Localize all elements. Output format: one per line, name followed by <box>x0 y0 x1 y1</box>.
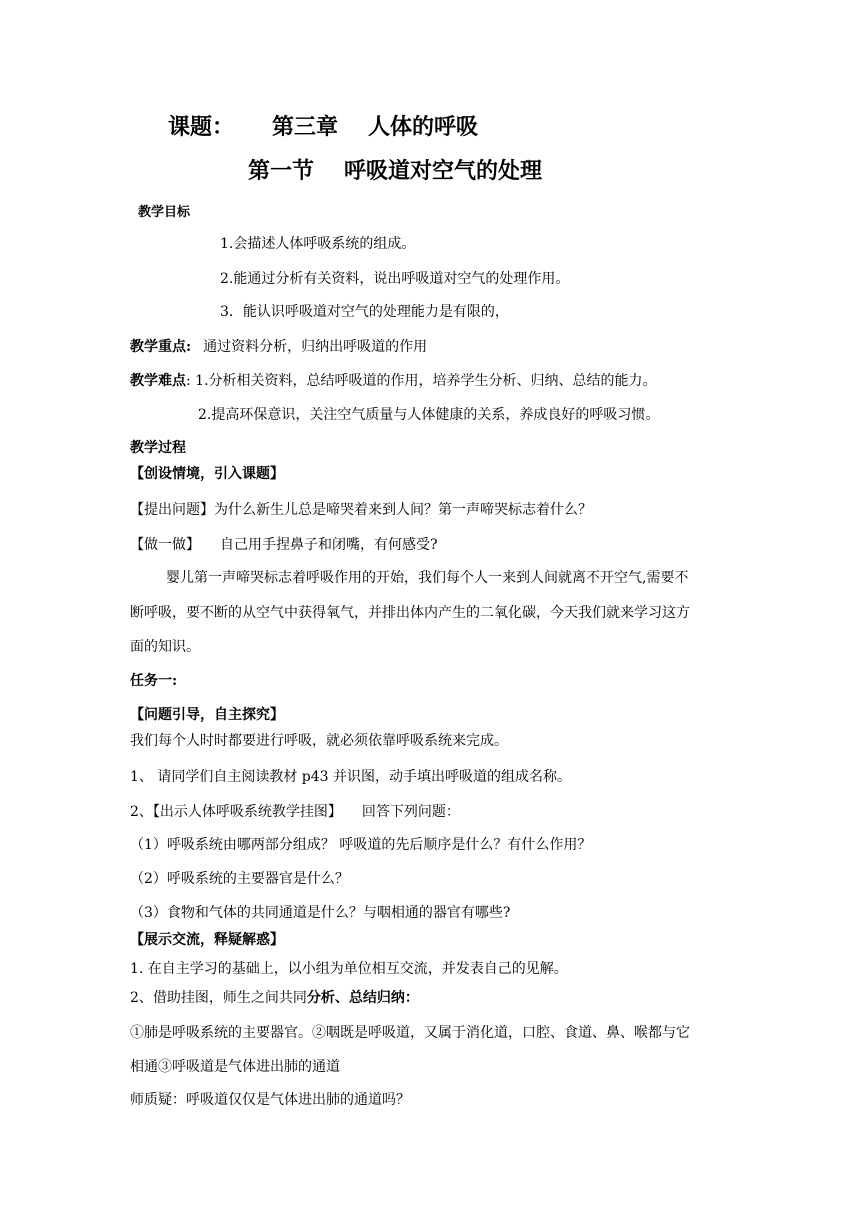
chapter-title: 人体的呼吸 <box>368 115 479 140</box>
key-points-line <box>130 337 427 357</box>
difficulties-text-1: : 1.分析相关资料，总结呼吸道的作用，培养学生分析、归纳、总结的能力。 <box>186 373 657 389</box>
show-heading: 【展示交流，释疑解惑】 <box>130 932 284 948</box>
key-points-text: 通过资料分析，归纳出呼吸道的作用 <box>203 339 428 355</box>
step-1: 1、 请同学们自主阅读教材 p43 并识图，动手填出呼吸道的组成名称。 <box>130 769 572 785</box>
question-item: （2）呼吸系统的主要器官是什么？ <box>130 871 349 887</box>
step-2-prefix: 2、【出示人体呼吸系统教学挂图】 <box>130 804 342 820</box>
guide-text: 我们每个人时时都要进行呼吸，就必须依靠呼吸系统来完成。 <box>130 733 508 749</box>
intro-paragraph-line: 面的知识。 <box>130 639 200 655</box>
conclusion-line: ①肺是呼吸系统的主要器官。②咽既是呼吸道，又属于消化道，口腔、食道、鼻、喉都与它 <box>130 1025 690 1041</box>
conclusion-line: 相通③呼吸道是气体进出肺的通道 <box>130 1059 340 1075</box>
teacher-question: 师质疑：呼吸道仅仅是气体进出肺的通道吗？ <box>130 1092 410 1108</box>
difficulties-line <box>130 371 657 391</box>
section-title-line <box>248 157 542 187</box>
intro-heading: 【创设情境，引入课题】 <box>130 466 284 482</box>
intro-paragraph-line: 断呼吸，要不断的从空气中获得氧气，并排出体内产生的二氧化碳，今天我们就来学习这方 <box>130 605 690 621</box>
process-heading: 教学过程 <box>130 440 186 456</box>
objective-item: 3．能认识呼吸道对空气的处理能力是有限的， <box>220 304 509 320</box>
show-item-1: 1. 在自主学习的基础上，以小组为单位相互交流，并发表自己的见解。 <box>130 961 568 977</box>
guide-heading: 【问题引导，自主探究】 <box>130 707 284 723</box>
objective-item: 1.会描述人体呼吸系统的组成。 <box>220 236 416 252</box>
intro-paragraph-line: 婴儿第一声啼哭标志着呼吸作用的开始，我们每个人一来到人间就离不开空气,需要不 <box>166 570 689 586</box>
question-item: （1）呼吸系统由哪两部分组成？ 呼吸道的先后顺序是什么？有什么作用？ <box>130 837 592 853</box>
try-label: 【做一做】 <box>130 537 200 553</box>
section-number: 第一节 <box>248 159 315 184</box>
try-text: 自己用手捏鼻子和闭嘴，有何感受? <box>220 537 438 553</box>
course-label: 课题： <box>168 115 235 140</box>
section-title: 呼吸道对空气的处理 <box>344 159 543 184</box>
task1-heading: 任务一: <box>130 673 178 689</box>
objectives-heading: 教学目标 <box>138 205 191 220</box>
key-points-label: 教学重点: <box>130 339 192 355</box>
question-item: （3）食物和气体的共同通道是什么？与咽相通的器官有哪些? <box>130 905 511 921</box>
chapter-number: 第三章 <box>272 115 339 140</box>
step-2 <box>130 802 460 822</box>
difficulties-text-2: 2.提高环保意识，关注空气质量与人体健康的关系，养成良好的呼吸习惯。 <box>198 407 660 423</box>
try-line <box>130 535 438 555</box>
show-item-2-bold: 分析、总结归纳： <box>306 990 419 1006</box>
course-title-line <box>168 113 478 143</box>
show-item-2-prefix: 2、借助挂图，师生之间共同 <box>130 990 307 1006</box>
step-2-text: 回答下列问题： <box>361 804 460 820</box>
show-item-2 <box>130 988 419 1008</box>
difficulties-label: 教学难点 <box>130 373 186 389</box>
question-line: 【提出问题】为什么新生儿总是啼哭着来到人间？第一声啼哭标志着什么？ <box>130 502 592 518</box>
objective-item: 2.能通过分析有关资料，说出呼吸道对空气的处理作用。 <box>220 271 570 287</box>
